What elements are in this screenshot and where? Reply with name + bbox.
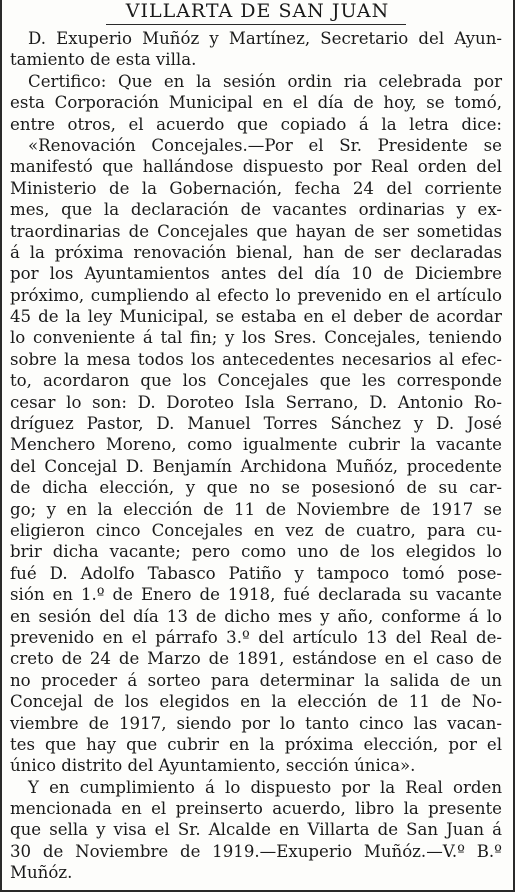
text-line: manifestó que hallándose dispuesto por Real orden del (10, 157, 502, 177)
text-line: Concejal de los elegidos en la elección de 11 de No- (10, 692, 502, 712)
document-body (10, 28, 502, 884)
text-line: dríguez Pastor, D. Manuel Torres Sánchez y D. José (10, 414, 502, 434)
text-line: to, acordaron que los Concejales que les corresponde (10, 371, 502, 391)
text-line: tes que hay que cubrir en la próxima elección, por el (10, 734, 502, 754)
text-line: go; y en la elección de 11 de Noviembre de 1917 se (10, 499, 502, 519)
text-line: cesar lo son: D. Doroteo Isla Serrano, D. Antonio Ro- (10, 392, 502, 412)
text-line: Certifico: Que en la sesión ordin ria celebrada por (28, 71, 502, 91)
text-line: «Renovación Concejales.—Por el Sr. Presidente se (28, 135, 502, 155)
text-line: entre otros, el acuerdo que copiado á la letra dice: (10, 114, 502, 134)
text-line: lo conveniente á tal fin; y los Sres. Concejales, teniendo (10, 328, 502, 348)
text-line: Ministerio de la Gobernación, fecha 24 del corriente (10, 178, 502, 198)
text-line: Menchero Moreno, como igualmente cubrir la vacante (10, 435, 502, 455)
text-line: 45 de la ley Municipal, se estaba en el deber de acordar (10, 307, 502, 327)
text-line: viembre de 1917, siendo por lo tanto cinco las vacan- (10, 713, 502, 733)
text-line: tamiento de esta villa. (10, 50, 197, 70)
text-line: por los Ayuntamientos antes del día 10 de Diciembre (10, 264, 502, 284)
text-line: mes, que la declaración de vacantes ordinarias y ex- (10, 200, 502, 220)
text-line: del Concejal D. Benjamín Archidona Muñóz, procedente (10, 456, 502, 476)
text-line: prevenido en el párrafo 3.º del artículo 13 del Real de- (10, 627, 502, 647)
text-line: traordinarias de Concejales que hayan de ser sometidas (10, 221, 502, 241)
text-line: fué D. Adolfo Tabasco Patiño y tampoco tomó pose- (10, 563, 502, 583)
text-line: sión en 1.º de Enero de 1918, fué declarada su vacante (10, 585, 502, 605)
text-line: en sesión del día 13 de dicho mes y año, conforme á lo (10, 606, 502, 626)
text-line: 30 de Noviembre de 1919.—Exuperio Muñóz.—V.º B.º (10, 841, 502, 861)
text-line: creto de 24 de Marzo de 1891, estándose en el caso de (10, 649, 502, 669)
text-line: D. Exuperio Muñóz y Martínez, Secretario del Ayun- (28, 29, 502, 48)
text-line: no proceder á sorteo para determinar la salida de un (10, 670, 502, 690)
text-line: á la próxima renovación bienal, han de ser declaradas (10, 242, 502, 262)
text-line: próximo, cumpliendo al efecto lo prevenido en el artículo (10, 285, 502, 305)
document-title: VILLARTA DE SAN JUAN (125, 0, 390, 22)
text-line: Muñóz. (10, 863, 73, 883)
text-line: brir dicha vacante; pero como uno de los elegidos lo (10, 542, 502, 562)
text-line: mencionada en el preinserto acuerdo, libro la presente (10, 799, 502, 819)
text-line: sobre la mesa todos los antecedentes necesarios al efec- (10, 349, 502, 369)
title-rule (106, 24, 406, 25)
text-line: Y en cumplimiento á lo dispuesto por la Real orden (28, 777, 502, 797)
text-line: de dicha elección, y que no se posesionó de su car- (10, 478, 502, 498)
text-line: que sella y visa el Sr. Alcalde en Villarta de San Juan á (10, 820, 502, 840)
text-line: eligieron cinco Concejales en vez de cuatro, para cu- (10, 520, 502, 540)
text-line: único distrito del Ayuntamiento, sección única». (10, 756, 416, 776)
text-line: esta Corporación Municipal en el día de hoy, se tomó, (10, 93, 502, 113)
